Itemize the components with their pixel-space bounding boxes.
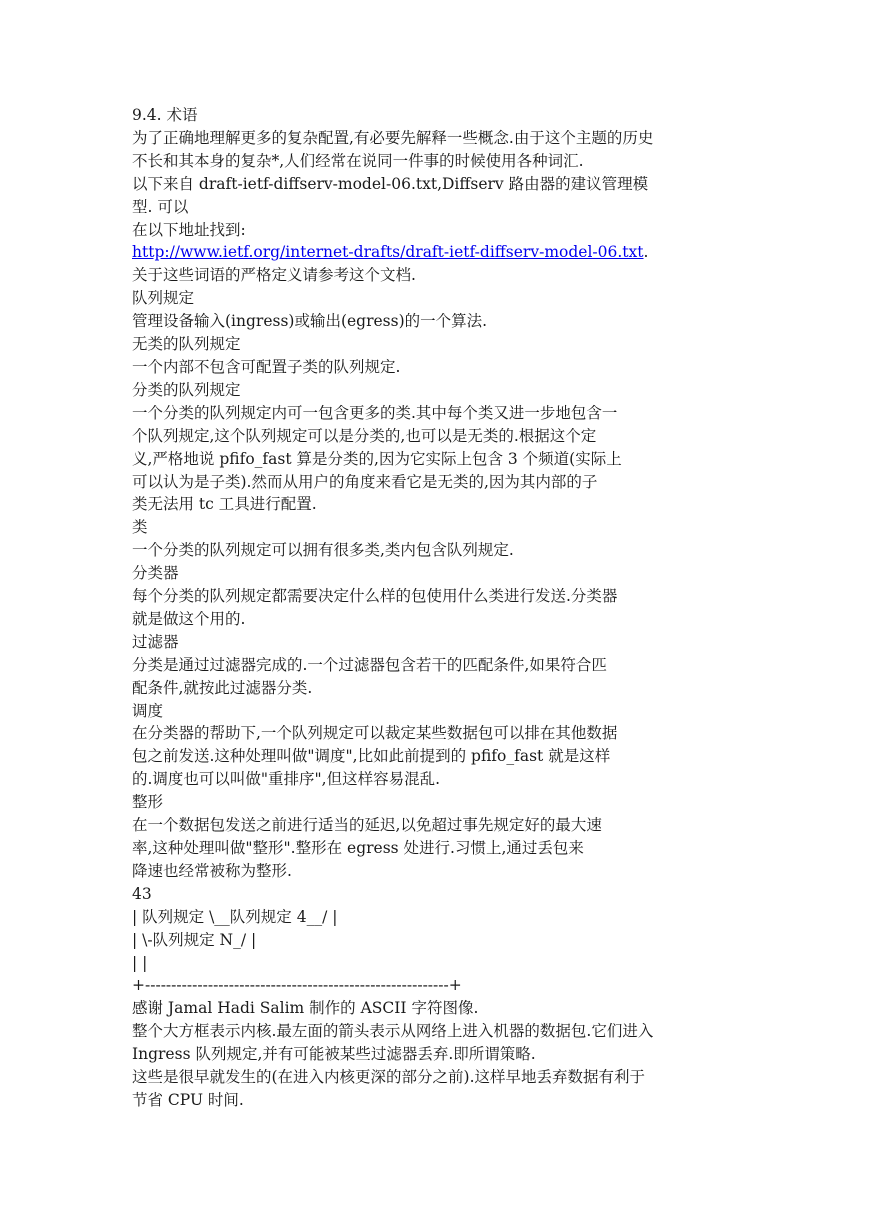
term-heading: 类 — [132, 518, 148, 537]
paragraph-line: 在分类器的帮助下,一个队列规定可以裁定某些数据包可以排在其他数据 — [132, 724, 618, 743]
paragraph-line: 在以下地址找到: — [132, 220, 246, 239]
paragraph-line: 降速也经常被称为整形. — [132, 861, 292, 880]
paragraph-line: 这些是很早就发生的(在进入内核更深的部分之前).这样早地丢弃数据有利于 — [132, 1068, 646, 1087]
url-trailing-period: . — [643, 243, 649, 262]
paragraph-line: 义,严格地说 pfifo_fast 算是分类的,因为它实际上包含 3 个频道(实际上 — [132, 449, 622, 468]
paragraph-line: 节省 CPU 时间. — [132, 1090, 244, 1109]
body-text — [132, 264, 742, 1112]
term-heading: 调度 — [132, 701, 164, 720]
term-heading: 分类的队列规定 — [132, 380, 241, 399]
paragraph-line: 管理设备输入(ingress)或输出(egress)的一个算法. — [132, 312, 488, 331]
paragraph-line: 的.调度也可以叫做"重排序",但这样容易混乱. — [132, 770, 441, 789]
url-line — [132, 241, 742, 264]
section-heading: 9.4. 术语 — [132, 106, 198, 124]
paragraph-line: 不长和其本身的复杂*,人们经常在说同一件事的时候使用各种词汇. — [132, 151, 584, 170]
term-heading: 整形 — [132, 793, 164, 812]
paragraph-line: 感谢 Jamal Hadi Salim 制作的 ASCII 字符图像. — [132, 999, 479, 1018]
paragraph-line: 配条件,就按此过滤器分类. — [132, 678, 313, 697]
paragraph-line: Ingress 队列规定,并有可能被某些过滤器丢弃.即所谓策略. — [132, 1045, 536, 1064]
paragraph-line: 率,这种处理叫做"整形".整形在 egress 处进行.习惯上,通过丢包来 — [132, 839, 584, 857]
paragraph-line: 关于这些词语的严格定义请参考这个文档. — [132, 266, 416, 285]
paragraph-line: 一个分类的队列规定可以拥有很多类,类内包含队列规定. — [132, 541, 514, 560]
paragraph-line: 每个分类的队列规定都需要决定什么样的包使用什么类进行发送.分类器 — [132, 587, 618, 606]
paragraph-line: 就是做这个用的. — [132, 609, 246, 628]
paragraph-line: 个队列规定,这个队列规定可以是分类的,也可以是无类的.根据这个定 — [132, 426, 597, 445]
term-heading: 过滤器 — [132, 632, 179, 651]
document-page — [132, 104, 742, 1112]
paragraph-line: 一个内部不包含可配置子类的队列规定. — [132, 357, 401, 376]
paragraph-line: 在一个数据包发送之前进行适当的延迟,以免超过事先规定好的最大速 — [132, 816, 602, 835]
paragraph-line: 可以认为是子类).然而从用户的角度来看它是无类的,因为其内部的子 — [132, 472, 598, 491]
paragraph-line: 为了正确地理解更多的复杂配置,有必要先解释一些概念.由于这个主题的历史 — [132, 128, 654, 147]
draft-url-link[interactable]: http://www.ietf.org/internet-drafts/draft-ietf-diffserv-model-06.txt — [132, 243, 644, 262]
paragraph-line: 一个分类的队列规定内可一包含更多的类.其中每个类又进一步地包含一 — [132, 403, 618, 422]
page-number: 43 — [132, 884, 152, 903]
ascii-diagram-line: | 队列规定 \__队列规定 4__/ | — [132, 907, 338, 926]
ascii-diagram-line: | \-队列规定 N_/ | — [132, 930, 257, 949]
paragraph-line: 分类是通过过滤器完成的.一个过滤器包含若干的匹配条件,如果符合匹 — [132, 655, 607, 674]
ascii-diagram-line: +----------------------------------------------------------+ — [132, 976, 462, 995]
paragraph-line: 以下来自 draft-ietf-diffserv-model-06.txt,Diffserv 路由器的建议管理模 — [132, 174, 649, 193]
term-heading: 分类器 — [132, 564, 179, 583]
paragraph-line: 包之前发送.这种处理叫做"调度",比如此前提到的 pfifo_fast 就是这样 — [132, 747, 611, 766]
ascii-diagram-line: | | — [132, 953, 148, 972]
paragraph-line: 类无法用 tc 工具进行配置. — [132, 495, 317, 514]
term-heading: 无类的队列规定 — [132, 335, 241, 354]
paragraph-line: 整个大方框表示内核.最左面的箭头表示从网络上进入机器的数据包.它们进入 — [132, 1022, 654, 1041]
term-heading: 队列规定 — [132, 289, 195, 308]
paragraph-line: 型. 可以 — [132, 197, 189, 216]
